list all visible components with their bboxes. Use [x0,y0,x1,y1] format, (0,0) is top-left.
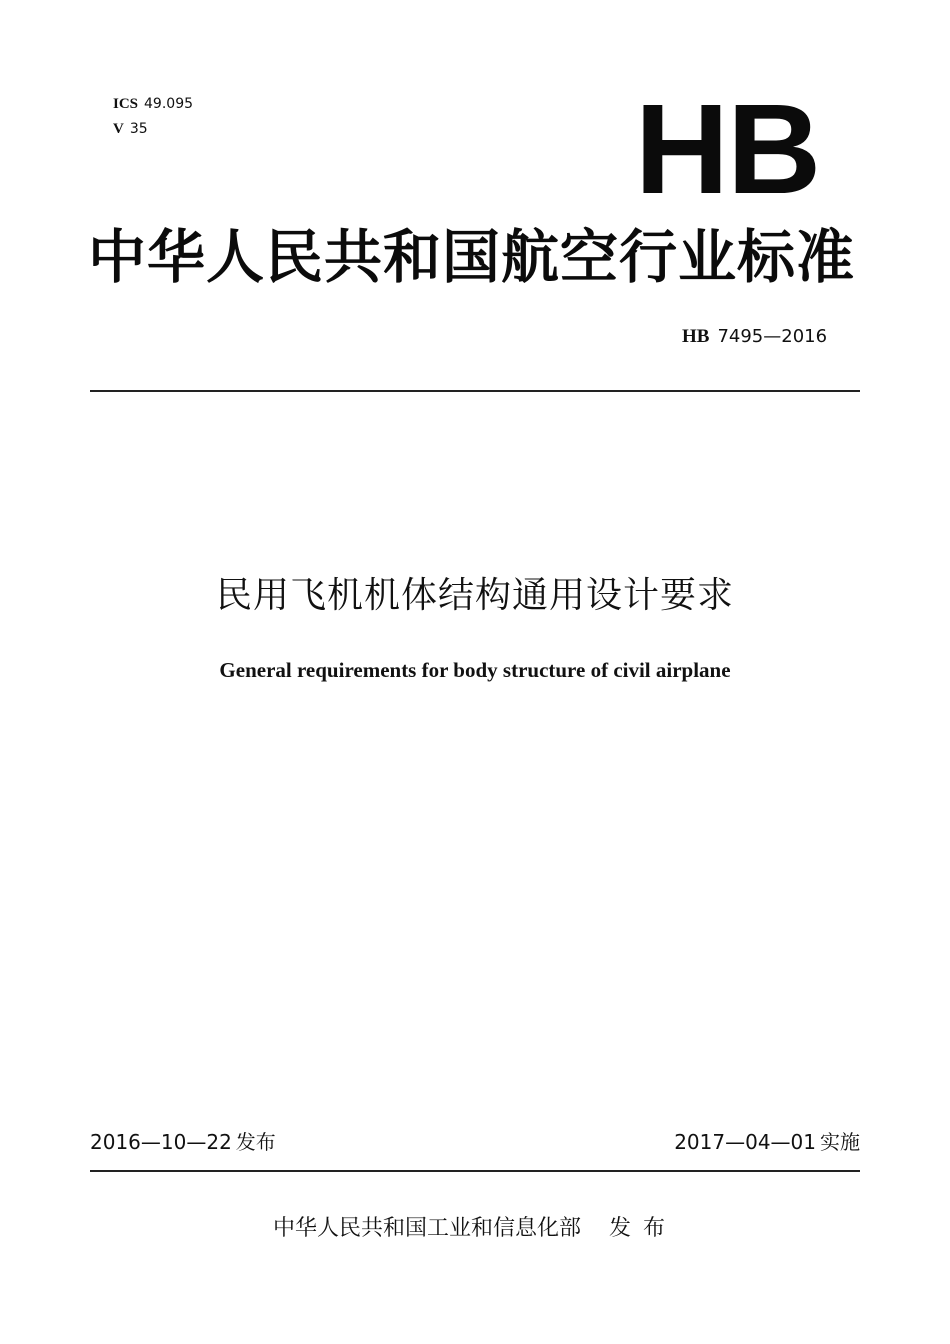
publish-label: 发布 [609,1216,678,1241]
issue-label: 发布 [235,1130,276,1154]
implementation-date-line [674,1128,860,1156]
bottom-divider [90,1170,860,1172]
top-divider [90,390,860,392]
ics-code: 49.095 [144,96,194,112]
document-title-chinese: 民用飞机机体结构通用设计要求 [215,575,734,616]
ics-label: ICS [113,96,139,112]
issue-date: 2016—10—22 [90,1130,232,1154]
ccs-classification [113,120,148,138]
implementation-date: 2017—04—01 [674,1130,816,1154]
standard-number [682,326,827,348]
ccs-label: V [113,121,124,137]
publisher-name: 中华人民共和国工业和信息化部 [272,1216,581,1241]
ics-classification [113,95,193,113]
document-title-english: General requirements for body structure of civil airplane [219,658,731,682]
organization-title: 中华人民共和国航空行业标准 [88,223,856,291]
standard-prefix: HB [682,326,710,347]
issue-date-line [90,1128,276,1156]
hb-logo: HB [634,78,820,221]
ccs-code: 35 [129,121,148,137]
standard-code: 7495—2016 [717,326,828,347]
publisher-line [0,1213,950,1245]
implementation-label: 实施 [820,1130,860,1154]
